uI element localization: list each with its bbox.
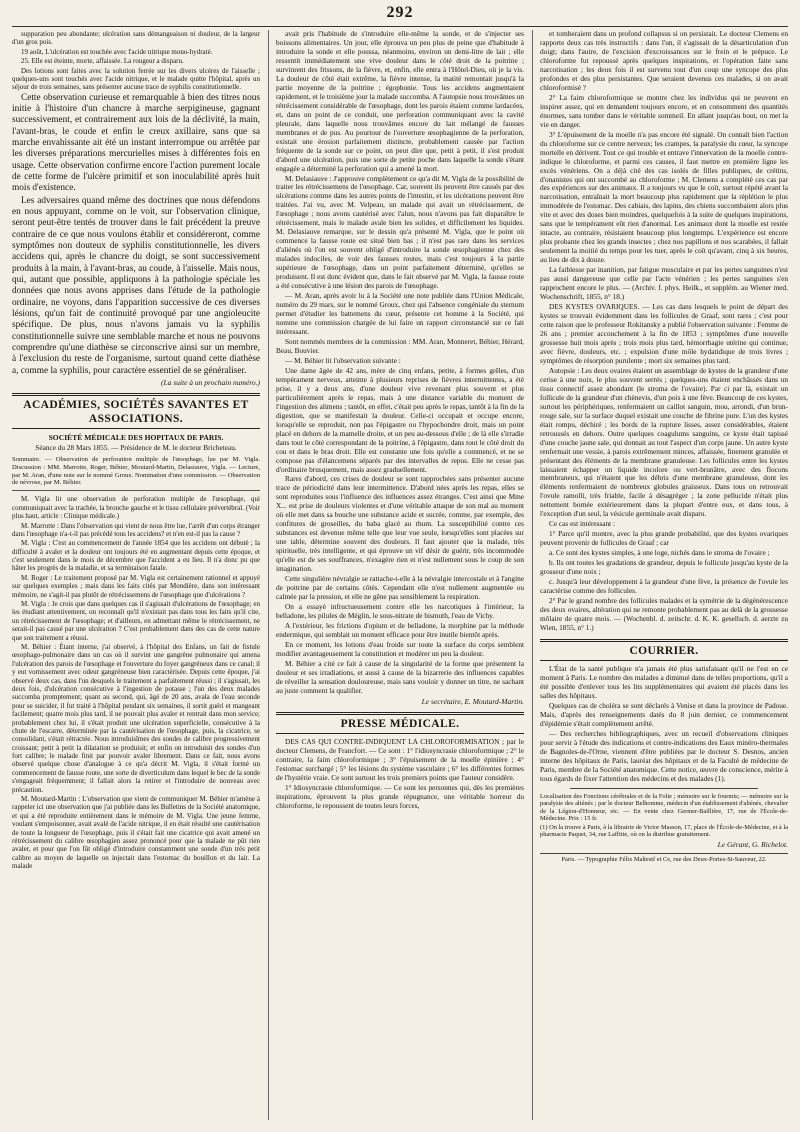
paragraph: M. Vigla : C'est au commencement de l'année 1854 que les accidens ont débuté ; la difficulté à avaler et la douleur ont toujours été en augmentant depuis cette époque, et c'est seulement dans le mois de décembre que l'accident a eu lieu. Il n'a donc pu que hâter les progrès de la maladie, et sa terminaison fatale.	[12, 539, 260, 573]
paragraph: 1° Idiosyncrasie chloroformique. — Ce sont les personnes qui, dès les premières inspirations, éprouvent la plus grande répugnance, une véritable horreur du chloroforme, le repoussent de toutes leurs forces,	[276, 782, 524, 810]
paragraph: M. Roger : Le traitement proposé par M. Vigla est certainement rationnel et appuyé sur quelques exemples ; mais dans les faits cités par Mondière, dans son intéressant mémoire, ne s'agit-il pas plutôt de rétrécissemens de l'œsophage que d'ulcérations ?	[12, 573, 260, 599]
paragraph: On a essayé infructueusement contre elle les narcotiques à l'intérieur, la belladone, les pilules de Méglin, le sous-nitrate de bismuth, l'eau de Vichy.	[276, 602, 524, 620]
paragraph: 1° Parce qu'il montre, avec la plus grande probabilité, que des kystes ovariques peuvent provenir de follicules de Graaf ; car	[540, 529, 788, 548]
paragraph: — M. Aran, après avoir lu à la Société une note publiée dans l'Union Médicale, numéro du 29 mars, sur le nommé Groux, chez qui l'absence congéniale du sternum permet d'étudier les battemens du cœur, présente cet homme à la Société, qui nomme une commission chargée de lui faire un rapport circonstancié sur ce fait intéressant.	[276, 291, 524, 336]
page-number: 292	[386, 4, 414, 21]
gerant-signature: Le Gérant, G. Richelot.	[717, 839, 788, 849]
paragraph: M. Béhier a cité ce fait à cause de la singularité de la forme que présentent la douleur et ses irradiations, et aussi à cause de la bizarrerie des influences capables de réveiller la sensation douloureuse, mais sans vouloir y donner un titre, ne sachant au juste comment la qualifier.	[276, 658, 524, 695]
paragraph: A l'extérieur, les frictions d'opium et de belladone, la morphine par la méthode endermique, qui semblait un moment efficace pour être inutile bientôt après.	[276, 620, 524, 639]
secretary-signature: Le secrétaire, E. Moutard-Martin.	[421, 696, 524, 706]
paragraph: M. Marrotte : Dans l'observation qui vient de nous être lue, l'arrêt d'un corps étranger dans l'œsophage n'a-t-il pas précédé tous les accidens? et n'en est-il pas la cause ?	[12, 521, 260, 538]
paragraph: Quelques cas de choléra se sont déclarés à Venise et dans la province de Padoue. Mais, d'après des renseignements datés du 8 juin dernier, ce commencement d'épidémie s'était complètement arrêté.	[540, 700, 788, 728]
paragraph: — M. Béhier lit l'observation suivante :	[285, 355, 401, 365]
paragraph: suppuration peu abondante; ulcération sans démangeaison ni douleur, de la largeur d'un gros pois.	[12, 30, 260, 47]
column-divider	[532, 30, 533, 1120]
session-date: Séance du 28 Mars 1855. — Présidence de M. le docteur Bricheteau.	[35, 442, 237, 452]
paragraph: La faiblesse par inanition, par fatigue musculaire et par les pertes sanguines n'est pas aussi dangereuse que celle par l'acte vénérien ; les pertes sanguines s'en rapprochent encore le plus. — (Archiv. f. phys. Heilk., et supplém. au Wiener med. Wochenschrift, 1855, n° 18.)	[540, 265, 788, 302]
paragraph: Des lotions sont faites avec la solution ferrée sur les divers ulcères de l'aisselle ; quelques-uns sont touchés avec l'acide nitrique, et le malade quitte l'hôpital, après un séjour de trois semaines, sans présenter aucune trace de syphilis constitutionnelle.	[12, 66, 260, 92]
paragraph: Les adversaires quand même des doctrines que nous défendons en nous appuyant, comme on le voit, sur l'observation clinique, seront peut-être tentés de trouver dans le fait précédent la preuve contraire de ce que nous voulons établir et considéreront, comme symptômes non douteux de syphilis constitutionnelle, les divers accidens qui, après le chancre du doigt, se sont successivement produits à la main, à l'avant-bras, au coude, à l'aisselle. Mais nous, qui, autant que possible, appliquons à la pathologie spéciale les données que nous avons apprises dans l'étude de la pathologie ordinaire, ne voyons, dans l'apparition successive de ces diverses lésions, qu'un fait de continuité provoqué par une angioleucite spécifique. De plus, nous n'avons jamais vu la syphilis constitutionnelle suivre une semblable marche et nous ne pouvons comprendre qu'une diathèse se circonscrive ainsi sur un membre, à l'exclusion du reste de l'organisme, surtout quand cette diathèse a, comme la syphilis, pour caractère essentiel de se généraliser.	[12, 195, 260, 376]
paragraph: avait pris l'habitude de s'introduire elle-même la sonde, et de s'injecter ses boissons alimentaires. Un jour, elle éprouva un peu plus de peine que d'habitude à introduire la sonde et elle poussa, néanmoins, environ un demi-litre de lait ; elle ressentit immédiatement une vive douleur dans le côté droit de la poitrine ; survinrent des frissons, de la fièvre, et, enfin, elle entra à l'Hôtel-Dieu, où je la vis. La douleur de côté était extrême, la fièvre intense, la matité remontait jusqu'à la partie moyenne de la poitrine ; égophonie. Tous les accidens augmentaient rapidement, et le troisième jour la malade succomba. A l'autopsie nous trouvâmes un rétrécissement considérable de l'œsophage, dont les parois étaient comme lardacées, et, dans un point de ce conduit, une perforation communiquant avec la cavité pleurale, dans laquelle nous trouvâmes encore du lait mélangé de fausses membranes et de pus. Au pourtour de l'ouverture œsophagienne de la perforation, existait une érosion parfaitement distincte, probablement causée par l'action fréquente de la sonde sur ce point, on peut dire que, petit à petit, il s'est produit d'abord une ulcération, puis une sorte de petite poche dans laquelle la sonde s'étant engagée a déterminé la perforation qui a amené la mort.	[276, 30, 524, 173]
section-heading-academies: ACADÉMIES, SOCIÉTÉS SAVANTES ET ASSOCIATIONS.	[12, 393, 260, 429]
column-2	[276, 30, 524, 1120]
section-heading-courrier: COURRIER.	[540, 639, 788, 661]
section-heading-presse: PRESSE MÉDICALE.	[276, 712, 524, 734]
header-rule	[12, 26, 788, 27]
paragraph: et tomberaient dans un profond collapsus si on persistait. Le docteur Clemens en rapporte deux cas très instructifs : dans l'un, il s'agissait de la désarticulation d'un doigt; dans l'autre, de l'excision d'excroissances sur le frein et le prépuce. Le chloroforme fut repoussé après quelques inspirations, et l'opération faite sans narcotisation ; les deux fois il est survenu tout d'un coup une syncope des plus profondes et des plus persistantes. Que seraient devenus ces malades, si on avait chloroformisé ?	[540, 30, 788, 92]
paragraph: M. Delasiauve : J'approuve complètement ce qu'a dit M. Vigla de la possibilité de traiter les rétrécissemens de l'œsophage. Car, souvent ils peuvent être causés par des ulcérations comme dans les autres points de l'intestin, et les ulcérations peuvent être traitées. J'ai vu, avec M. Velpeau, un malade qui avait un rétrécissement, de l'œsophage ; nous avons cautérisé avec l'alun, nous n'avons pas fait disparaître le rétrécissement, mais le malade avale bien les solides, et difficilement les liquides. M. Delasiauve remarque, sur le dessin qu'a présenté M. Vigla, que le point où commence la fausse route est situé bien bas ; il n'est pas rare dans les services d'aliénés où l'on est souvent obligé d'introduire la sonde œsophagienne chez des malades indociles, de voir des fausses routes, mais c'est toujours à la partie supérieure de l'œsophage, dans un point parfaitement déterminé, qu'elles se produisent. Il est donc évident que, dans le fait observé par M. Vigla, la fausse route a été consécutive à une lésion des parois de l'œsophage.	[276, 173, 524, 291]
paragraph: M. Béhier : Étant interne, j'ai observé, à l'hôpital des Enfans, un fait de fistule œsophago-pulmonaire dans un cas où il survint une gangrène pulmonaire qui amena l'ulcération des parois de l'œsophage et l'ouverture du foyer gangréneux dans ce canal; il y eut vomissement avec odeur gangréneuse bien caractérisée. Depuis cette époque, j'ai observé deux cas, dans l'un desquels le traitement a parfaitement réussi ; il s'agissait, les deux fois, d'ulcération consécutive à l'ingestion de potasse ; l'un des deux malades succomba promptement; quant au second, qui, âgé de 20 ans, avala de l'eau seconde pour se suicider, il fut traité à l'hôpital pendant six semaines, il sortit guéri et mangeant facilement; quatre mois plus tard, il ne pouvait plus avaler et rentrait dans mon service; probablement chez lui, il s'était produit une ulcération superficielle, consécutive à la chute de l'escarre, déterminée par la cautérisation de l'œsophage, puis, la cicatrice, se consolidant, s'était rétractée. Nous introduisîmes des sondes de calibre progressivement croissant; petit à petit la dilatation se produisit; et enfin on introduisit des sondes d'un fort calibre; le malade finit par pouvoir avaler librement. Dans ce fait, nous avons observé quelque chose d'analogue à ce qu'a décrit M. Vigla, il s'était formé un commencement de fausse route, une sorte de diverticulum dans lequel le bec de la sonde s'engageait fréquemment; il fallait alors la retirer et l'introduire de nouveau avec précaution.	[12, 643, 260, 794]
paragraph: Autopsie : Les deux ovaires étaient un assemblage de kystes de la grandeur d'une cerise à une noix, le plus souvent serrés ; quelques-uns étaient enchâssés dans un tissu connectif assez abondant (le stroma de l'ovaire). Par ci par là, existait un follicule de la grandeur d'un chènevis, d'un pois à une fève. Beaucoup de ces kystes, surtout les périphériques, renfermaient un caillot sanguin, mou, arrondi, d'un brun-rouge sale, sur la surface duquel existait une couche de fibrine pure. L'un des kystes était rompu, déchiré ; les bords de la rupture lisses, assez considérables, étaient retroussés en dehors. Outre quelques coagulums sanguins, ce kyste était tapissé d'une couche jaune sale, qui donnait au tout l'aspect d'un corps jaune. Un autre kyste renfermait une vessie, à parois extrêmement minces, affaissée, finement granulée et présentant des éléments de la membrane granuleuse. Les follicules entre les kystes laissaient échapper un liquide incolore ou vert-brunâtre, avec des flocons membraneux, qui n'étaient que les débris d'une membrane granuleuse, dont les éléments renfermaient de nombreux globules graisseux. Dans tous on retrouvait l'ovule ramolli, très friable, facile à désagréger ; la zone pellucide n'était plus nettement bornée extérieurement dans la plupart d'entre eux, et dans tous, à l'exception d'un seul, la vésicule germinale avait disparu.	[540, 365, 788, 519]
footnote: (1) On la trouve à Paris, à la librairie de Victor Masson, 17, place de l'École-de-Médecine, et à la pharmacie Paquet, 34, rue Laffitte, où on la distribue gratuitement.	[540, 823, 788, 839]
paragraph: 19 août, L'ulcération est touchée avec l'acide nitrique mono-hydraté.	[21, 47, 213, 56]
paragraph: b. Ils ont toutes les gradations de grandeur, depuis le follicule jusqu'au kyste de la grosseur d'une noix ;	[540, 558, 788, 577]
paragraph: a. Ce sont des kystes simples, à une loge, nichés dans le stroma de l'ovaire ;	[549, 548, 770, 558]
column-divider	[268, 30, 269, 1120]
paragraph: 2° Par le grand nombre des follicules malades et la symétrie de la dégénérescence des deux ovaires, altération qui ne remonte probablement pas au delà de la grossesse môlaire de quatre mois. — (Wochenbl. d. zeitschr. d. K. K. gesellsch. d. aerzte zu Wien, 1855, n° 1.)	[540, 596, 788, 632]
paragraph: 2° La faim chloroformique se montre chez les individus qui ne peuvent en inspirer assez, qui en demandent toujours encore, et en consomment des quantités énormes, sans tomber dans le véritable sommeil. En allant jusqu'au bout, on met la vie en danger.	[540, 92, 788, 129]
paragraph: 25. Elle est éteinte, morte, affaissée. La rougeur a disparu.	[21, 57, 184, 66]
column-3	[540, 30, 788, 1120]
paragraph: 3° L'épuisement de la moelle n'a pas encore été signalé. On connaît bien l'action du chloroforme sur ce centre nerveux; les crampes, la paralysie du cœur, la syncope mortelle en dérivent. Tout ce qui trouble et entrave l'innervation de la moelle contre-indique le chloroforme, et parmi ces causes, il faut mettre en première ligne les excès vénériens. On a déjà cité des cas isolés de filles publiques, de crétins, d'onanistes qui ont succombé au chloroforme ; M. Clemens a complété ces cas par des expériences sur des animaux. Il a toujours vu que le coït, surtout répété avant la narcotisation, entraînait la mort beaucoup plus rapidement que la réplétion le plus immodérée de l'estomac. Des cabiais, des lapins, des chiens succombaient alors plus vite et avec des doses bien moindres, quelquefois à la suite de quelques inspirations, sans que le tempérament eût rien d'anormal. Les animaux dont la moelle est restée intacte, au contraire, résistaient beaucoup plus longtemps. L'expérience est encore plus probante chez les grands insectes ; chez nos papillons et nos scarabées, il fallait seulement la moitié du temps pour les tuer, après le coït qu'avant, cinq à six heures, au lieu de dix à douze.	[540, 129, 788, 265]
paragraph: Rares d'abord, ces crises de douleur se sont rapprochées sans présenter aucune trace de périodicité dans leur intermittence. D'abord nées après les repas, elles se sont reproduites sous l'influence des influences assez étranges. C'est ainsi que Mme X... est prise de douleurs violentes et d'une véritable attaque de son mal au moment où elle met dans sa bouche une substance acide et sucrée, comme, par exemple, des confitures de groseilles, du baba glacé au rhum. La susceptibilité contre ces substances est devenue même telle que leur vue seule, lorsqu'elles sont placées sur une table, détermine souvent des douleurs. Il faut ajouter que la malade, très spirituelle, très intelligente, et qui éprouve un vif désir de guérir, très incommodée qu'elle est de ses souffrances, n'exagère rien et n'est nullement sous le coup de son imagination.	[276, 474, 524, 574]
paragraph: — Des recherches bibliographiques, avec un recueil d'observations cliniques pour servir à l'étude des indications et contre-indications des Eaux minéro-thermales de Bagnoles-de-l'Orne, viennent d'être publiées par le docteur S. Desnos, ancien interne des hôpitaux de Paris, lauréat des hôpitaux et de la Faculté de médecine de Paris, membre de la Société anatomique. Cette notice, œuvre de conscience, mérite à tous égards de fixer l'attention des médecins et des malades (1).	[540, 728, 788, 783]
printer-line: Paris. — Typographie Félix Maltestf et Ce, rue des Deux-Portes-St-Sauveur, 22.	[540, 853, 788, 864]
summary: Sommaire. — Observation de perforation multiple de l'œsophage, lue par M. Vigla. Discussion : MM. Marrotte, Roger, Béhier, Moutard-Martin, Delasiauve, Vigla. — Lecture, par M. Aran, d'une note sur le nommé Groux. Nomination d'une commission. — Observation de névrose, par M. Béhier.	[12, 456, 260, 492]
paragraph: DES KYSTES OVARIQUES. — Les cas dans lesquels le point de départ des kystes se trouvait évidemment dans les follicules de Graaf, sont rares ; c'est pour cette raison que le professeur Rokitansky a publié l'observation suivante : Femme de 26 ans ; premier accouchement à la fin de 1853 ; symptômes d'une nouvelle grossesse huit mois après ; trois mois plus tard, hémorrhagie utérine qui continue, avec fièvre, douleurs, etc. ; expulsion d'une môle hydatidique de trois livres ; symptômes de résorption purulente ; mort six semaines plus tard.	[540, 302, 788, 365]
paragraph: L'État de la santé publique n'a jamais été plus satisfaisant qu'il ne l'est en ce moment à Paris. Le nombre des malades a diminué dans de telles proportions, qu'il a été possible d'enlever tous les lits supplémentaires qui avaient été placés dans les salles des hôpitaux.	[540, 664, 788, 700]
paragraph: Cette singulière névralgie se rattache-t-elle à la névralgie intercostale et à l'angine de poitrine par de certains côtés. Cependant elle n'est nullement augmentée ou calmée par la pression, et elle ne gêne pas sensiblement la respiration.	[276, 574, 524, 602]
paragraph: c. Jusqu'à leur développement à la grandeur d'une fève, la présence de l'ovule les caractérise comme des follicules.	[540, 577, 788, 596]
paragraph: Une dame âgée de 42 ans, mère de cinq enfans, petite, à formes grêles, d'un tempérament nerveux, atteinte à plusieurs reprises de fièvres intermittentes, a été prise, il y a deux ans, d'une douleur vive revenant plus souvent et plus particulièrement après le repas, mais à une distance variable du moment de l'ingestion des alimens ; tantôt, en effet, c'était peu après le repas, tantôt à la fin de la digestion, que se manifestait la douleur. Celle-ci occupait et occupe encore, lorsqu'elle se reproduit, non pas l'épigastre ou l'hypochondre droit, mais un point placé en dehors de la mamelle droite, et un peu au-dessous d'elle ; de là elle s'irradie dans tout le côté correspondant de la poitrine, à l'épigastre, dans tout le côté droit du cou et dans le bras droit. Elle est constante une fois qu'elle a commencé, et ne se compose pas d'élancemens séparés par des intervalles de repos. Elle ne cesse pas d'ordinaire brusquement, mais assez graduellement.	[276, 365, 524, 474]
society-name: SOCIÉTÉ MÉDICALE DES HOPITAUX DE PARIS.	[48, 433, 224, 443]
paragraph: Sont nommés membres de la commission : MM. Aran, Monneret, Béhier, Hérard, Beau, Bouvier.	[276, 336, 524, 355]
divider	[570, 788, 758, 789]
paragraph: M. Vigla lit une observation de perforation multiple de l'œsophage, qui communiquait avec la trachée, la bronche gauche et le tissu cellulaire prévertébral. (Voir plus haut, article : Clinique médicale.)	[12, 495, 260, 521]
paragraph: Ce cas est intéressant :	[549, 519, 616, 529]
paragraph: Cette observation curieuse et remarquable à bien des titres nous initie à l'histoire d'un chancre à marche serpigineuse, gagnant successivement, et contrairement aux lois de la déclivité, la main, l'avant-bras, le coude et enfin le creux axillaire, sans que sa marche envahissante ait été un instant interrompue ou arrêtée par les diverses préparations mercurielles mises à différentes fois en usage. Cette observation confirme encore l'action purement locale de cette forme de l'ulcère primitif et son inoculabilité après huit mois d'existence.	[12, 92, 260, 194]
column-1	[12, 30, 260, 1120]
paragraph: DES CAS QUI CONTRE-INDIQUENT LA CHLOROFORMISATION ; par le docteur Clemens, de Francfort. — Ce sont : 1° l'idiosyncrasie chloroformique ; 2° le contraire, la faim chloroformique ; 3° l'épuisement de la moelle épinière ; 4° l'estomac surchargé ; 5° les lésions du système vasculaire ; 6° les différentes formes de l'hystérie vraie. Ce sont surtout les trois premiers points que l'auteur considère.	[276, 737, 524, 782]
advertisement: Localisation des Fonctions cérébrales et de la Folie ; mémoire sur le fourmis; — mémoire sur la paralysie des aliénés ; par le docteur Belhomme, médecin d'un établissement d'aliénés, chevalier de la Légion-d'Honneur, etc. — En vente chez Germer-Baillière, 17, rue de l'École-de-Médecine. Prix : 15 fr.	[540, 792, 788, 823]
paragraph: En ce moment, les lotions d'eau froide sur toute la surface du corps semblent modifier avantageusement la constitution et modérer un peu la douleur.	[276, 639, 524, 658]
continuation-note: (La suite à un prochain numéro.)	[160, 377, 260, 387]
paragraph: M. Moutard-Martin : L'observation que vient de communiquer M. Béhier m'amène à rappeler ici une observation que j'ai publiée dans les Bulletins de la Société anatomique, et qui a été reproduite entièrement dans le mémoire de M. Vigla. Une jeune femme, voulant s'empoisonner, avait avalé de l'acide nitrique, il en était résulté une cautérisation de toute la longueur de l'œsophage, puis il s'était fait une cicatrice qui avait amené un rétrécissement du calibre œsophagien assez prononcé pour que la malade ne pût rien avaler, et pour que l'on fût obligé d'introduire constamment une sonde d'un très petit calibre au moyen de laquelle on injectait dans l'estomac du bouillon et du lait. La malade	[12, 795, 260, 871]
paragraph: M. Vigla : Je crois que dans quelques cas il s'agissait d'ulcérations de l'œsophage; en les étudiant attentivement, on reconnaît qu'il n'existait pas dans tous les faits qu'il cite, un rétrécissement de l'œsophage; et d'ailleurs, en admettant même le rétrécissement, ne serait-il pas causé par une ulcération ? C'est probablement dans des cas de cette nature que son traitement a réussi.	[12, 600, 260, 642]
